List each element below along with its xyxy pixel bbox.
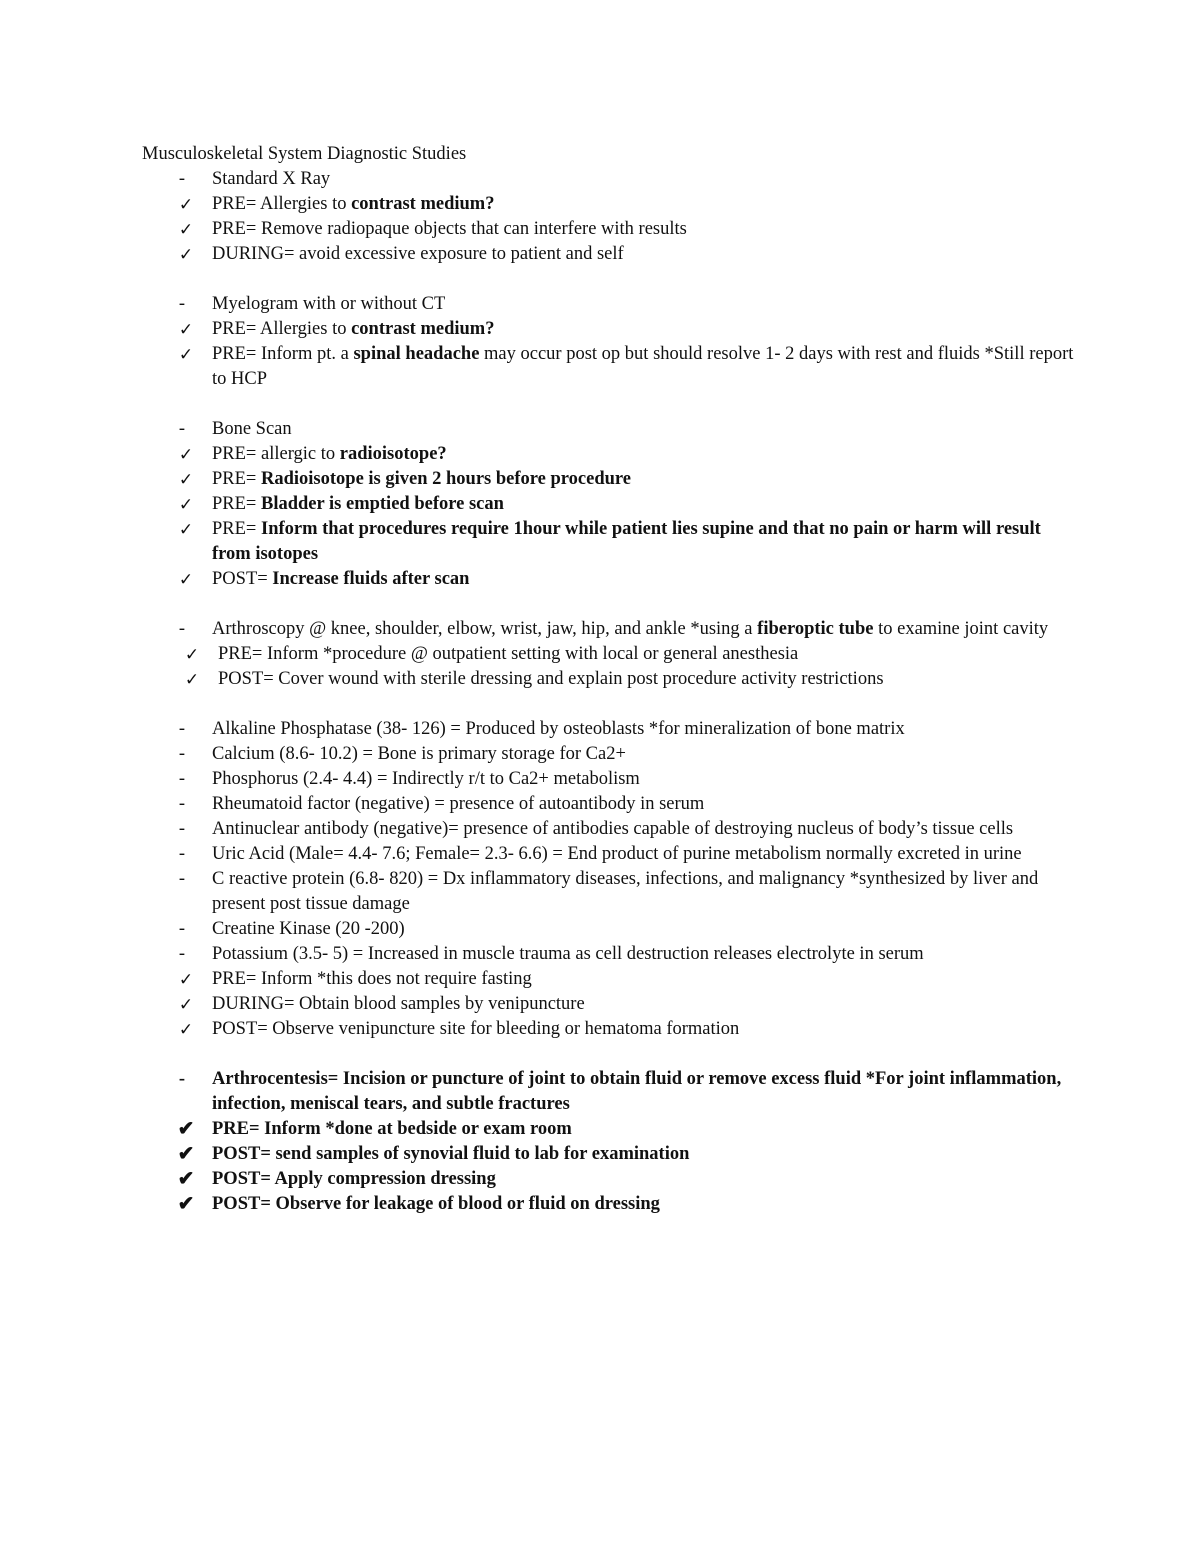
checkmark-icon: ✓: [178, 995, 194, 1014]
checkmark-icon: ✓: [178, 345, 194, 364]
item-emphasis: Inform that procedures require 1hour while patient lies supine and that no pain or harm will result from isotopes: [212, 519, 1041, 564]
list-item: [142, 667, 1080, 692]
lab-item-calcium: [142, 742, 1080, 767]
dash-bullet: -: [178, 844, 186, 864]
item-text: may occur post op but should resolve 1- 2 days with rest and fluids *Still report to HCP: [212, 344, 1074, 389]
item-emphasis: Increase fluids after scan: [272, 569, 470, 589]
heading-text: Arthrocentesis= Incision or puncture of joint to obtain fluid or remove excess fluid *For joint inflammation, infection, meniscal tears, and subtle fractures: [212, 1069, 1062, 1114]
checkmark-icon: ✓: [178, 1020, 194, 1039]
item-text: Calcium (8.6- 10.2) = Bone is primary storage for Ca2+: [212, 744, 626, 764]
checkmark-icon: ✓: [184, 670, 200, 689]
item-text: PRE= Allergies to: [212, 319, 352, 339]
item-emphasis: radioisotope?: [339, 444, 447, 464]
list-item: [142, 217, 1080, 242]
dash-bullet: -: [178, 294, 186, 314]
item-text: PRE= allergic to: [212, 444, 340, 464]
checkmark-icon: ✓: [184, 645, 200, 664]
dash-bullet: -: [178, 419, 186, 439]
item-text: DURING= avoid excessive exposure to patient and self: [212, 244, 624, 264]
item-text: C reactive protein (6.8- 820) = Dx inflammatory diseases, infections, and malignancy *synthesized by liver and present post tissue damage: [212, 869, 1039, 914]
heading-text: Arthroscopy @ knee, shoulder, elbow, wrist, jaw, hip, and ankle *using a: [212, 619, 758, 639]
dash-bullet: -: [178, 769, 186, 789]
lab-item-alkaline-phosphatase: [142, 717, 1080, 742]
item-text: Antinuclear antibody (negative)= presence of antibodies capable of destroying nucleus of body’s tissue cells: [212, 819, 1014, 839]
item-text: POST= Apply compression dressing: [212, 1169, 496, 1189]
checkmark-icon: ✔: [177, 1168, 195, 1190]
item-text: PRE=: [212, 469, 261, 489]
list-item: [142, 242, 1080, 267]
list-item: [142, 442, 1080, 467]
item-text: PRE= Inform *procedure @ outpatient setting with local or general anesthesia: [218, 644, 799, 664]
checkmark-icon: ✓: [178, 570, 194, 589]
lab-item-c-reactive-protein: [142, 867, 1080, 917]
item-text: DURING= Obtain blood samples by venipuncture: [212, 994, 585, 1014]
list-item: [142, 192, 1080, 217]
list-item: [142, 1142, 1080, 1167]
section-heading-myelogram: [142, 292, 1080, 317]
checkmark-icon: ✔: [177, 1193, 195, 1215]
list-item: [142, 1017, 1080, 1042]
item-emphasis: Bladder is emptied before scan: [261, 494, 504, 514]
list-item: [142, 992, 1080, 1017]
checkmark-icon: ✓: [178, 320, 194, 339]
dash-bullet: -: [178, 744, 186, 764]
list-item: [142, 567, 1080, 592]
item-text: Creatine Kinase (20 -200): [212, 919, 405, 939]
checkmark-icon: ✓: [178, 970, 194, 989]
checkmark-icon: ✓: [178, 220, 194, 239]
item-text: Uric Acid (Male= 4.4- 7.6; Female= 2.3- 6.6) = End product of purine metabolism normally excreted in urine: [212, 844, 1022, 864]
heading-text: Myelogram with or without CT: [212, 294, 446, 314]
checkmark-icon: ✓: [178, 445, 194, 464]
dash-bullet: -: [178, 869, 186, 889]
spacer: [142, 692, 1080, 717]
heading-text: Bone Scan: [212, 419, 292, 439]
heading-emphasis: fiberoptic tube: [757, 619, 874, 639]
item-text: PRE= Allergies to: [212, 194, 352, 214]
item-text: PRE= Inform pt. a: [212, 344, 354, 364]
list-item: [142, 642, 1080, 667]
list-item: [142, 1167, 1080, 1192]
item-text: POST= Observe for leakage of blood or fluid on dressing: [212, 1194, 660, 1214]
list-item: [142, 317, 1080, 342]
list-item: [142, 492, 1080, 517]
dash-bullet: -: [178, 819, 186, 839]
list-item: [142, 1192, 1080, 1217]
dash-bullet: -: [178, 919, 186, 939]
item-text: Rheumatoid factor (negative) = presence of autoantibody in serum: [212, 794, 705, 814]
item-emphasis: spinal headache: [353, 344, 480, 364]
item-text: POST= Cover wound with sterile dressing and explain post procedure activity restrictions: [218, 669, 884, 689]
item-text: Alkaline Phosphatase (38- 126) = Produced by osteoblasts *for mineralization of bone matrix: [212, 719, 905, 739]
item-text: POST=: [212, 569, 273, 589]
checkmark-icon: ✓: [178, 470, 194, 489]
section-heading-arthroscopy: [142, 617, 1080, 642]
dash-bullet: -: [178, 1069, 186, 1089]
lab-item-phosphorus: [142, 767, 1080, 792]
item-text: PRE= Inform *this does not require fasting: [212, 969, 532, 989]
item-text: PRE=: [212, 494, 261, 514]
list-item: [142, 467, 1080, 492]
checkmark-icon: ✔: [177, 1143, 195, 1165]
checkmark-icon: ✔: [177, 1118, 195, 1140]
lab-item-antinuclear-antibody: [142, 817, 1080, 842]
item-text: PRE= Remove radiopaque objects that can interfere with results: [212, 219, 687, 239]
lab-item-potassium: [142, 942, 1080, 967]
dash-bullet: -: [178, 619, 186, 639]
list-item: [142, 342, 1080, 392]
page-title: Musculoskeletal System Diagnostic Studies: [142, 144, 467, 164]
list-item: [142, 967, 1080, 992]
spacer: [142, 267, 1080, 292]
item-text: Phosphorus (2.4- 4.4) = Indirectly r/t to Ca2+ metabolism: [212, 769, 640, 789]
section-heading-bone-scan: [142, 417, 1080, 442]
item-text: Potassium (3.5- 5) = Increased in muscle trauma as cell destruction releases electrolyte in serum: [212, 944, 924, 964]
checkmark-icon: ✓: [178, 495, 194, 514]
spacer: [142, 1042, 1080, 1067]
dash-bullet: -: [178, 719, 186, 739]
checkmark-icon: ✓: [178, 245, 194, 264]
dash-bullet: -: [178, 169, 186, 189]
item-text: POST= send samples of synovial fluid to lab for examination: [212, 1144, 690, 1164]
dash-bullet: -: [178, 944, 186, 964]
spacer: [142, 392, 1080, 417]
dash-bullet: -: [178, 794, 186, 814]
item-emphasis: Radioisotope is given 2 hours before procedure: [261, 469, 632, 489]
item-emphasis: contrast medium?: [351, 319, 495, 339]
item-text: PRE= Inform *done at bedside or exam room: [212, 1119, 572, 1139]
lab-item-uric-acid: [142, 842, 1080, 867]
list-item: [142, 1117, 1080, 1142]
section-heading-arthrocentesis: [142, 1067, 1080, 1117]
checkmark-icon: ✓: [178, 195, 194, 214]
lab-item-creatine-kinase: [142, 917, 1080, 942]
list-item: [142, 517, 1080, 567]
checkmark-icon: ✓: [178, 520, 194, 539]
item-text: PRE=: [212, 519, 261, 539]
heading-text: Standard X Ray: [212, 169, 331, 189]
heading-text: to examine joint cavity: [873, 619, 1049, 639]
lab-item-rheumatoid-factor: [142, 792, 1080, 817]
item-emphasis: contrast medium?: [351, 194, 495, 214]
spacer: [142, 592, 1080, 617]
section-heading-xray: [142, 167, 1080, 192]
item-text: POST= Observe venipuncture site for bleeding or hematoma formation: [212, 1019, 740, 1039]
